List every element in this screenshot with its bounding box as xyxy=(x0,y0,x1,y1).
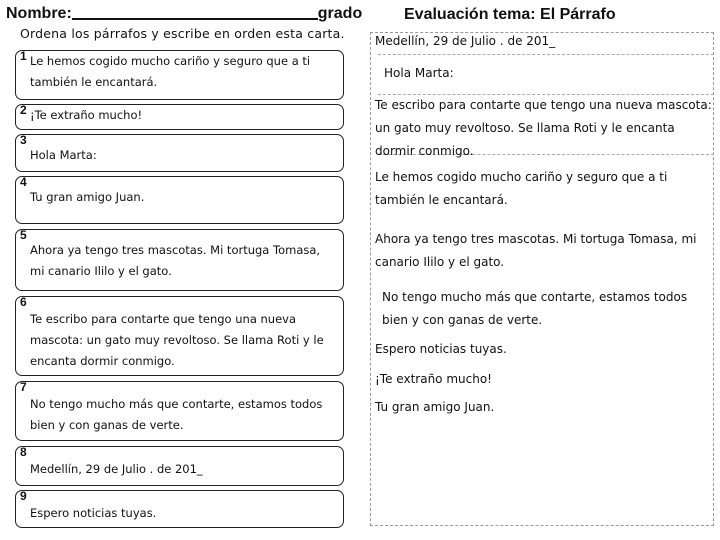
box-number: 1 xyxy=(20,49,27,63)
box-text: ¡Te extraño mucho! xyxy=(30,108,143,122)
letter-closing-1: Espero noticias tuyas. xyxy=(375,342,507,356)
box-number: 4 xyxy=(20,175,27,189)
box-text: Le hemos cogido mucho cariño y seguro que a ti también le encantará. xyxy=(30,54,311,89)
letter-paragraph-1: Te escribo para contarte que tengo una nueva mascota: un gato muy revoltoso. Se llama Roti y le encanta dormir conmigo. xyxy=(375,98,712,158)
box-number: 7 xyxy=(20,380,27,394)
box-number: 2 xyxy=(20,103,27,117)
paragraph-box-3 xyxy=(15,134,344,172)
box-number: 9 xyxy=(20,489,27,503)
box-number: 5 xyxy=(20,228,27,242)
box-text: No tengo mucho más que contarte, estamos todos bien y con ganas de verte. xyxy=(30,397,323,432)
box-text: Tu gran amigo Juan. xyxy=(30,190,145,204)
letter-signature: Tu gran amigo Juan. xyxy=(375,400,495,414)
paragraph-box-7 xyxy=(15,381,344,441)
paragraph-box-4 xyxy=(15,176,344,224)
letter-date: Medellín, 29 de Julio . de 201_ xyxy=(375,34,556,48)
name-label: Nombre: xyxy=(6,5,72,22)
page-title: Evaluación tema: El Párrafo xyxy=(404,6,616,23)
letter-closing-2: ¡Te extraño mucho! xyxy=(375,372,492,386)
box-number: 3 xyxy=(20,133,27,147)
box-number: 6 xyxy=(20,295,27,309)
paragraph-box-8 xyxy=(15,446,344,486)
letter-greeting: Hola Marta: xyxy=(384,66,454,80)
paragraph-box-6 xyxy=(15,296,344,376)
letter-paragraph-4: No tengo mucho más que contarte, estamos todos bien y con ganas de verte. xyxy=(382,290,688,327)
grade-label: grado xyxy=(317,5,363,22)
instruction-text: Ordena los párrafos y escribe en orden esta carta. xyxy=(20,26,345,41)
name-field xyxy=(6,2,362,23)
paragraph-box-9 xyxy=(15,490,344,528)
box-text: Te escribo para contarte que tengo una nueva mascota: un gato muy revoltoso. Se llama Roti y le encanta dormir conmigo. xyxy=(30,312,324,368)
letter-paragraph-3: Ahora ya tengo tres mascotas. Mi tortuga Tomasa, mi canario Ililo y el gato. xyxy=(375,232,697,269)
name-blank-line[interactable] xyxy=(72,2,318,20)
box-text: Ahora ya tengo tres mascotas. Mi tortuga Tomasa, mi canario Ililo y el gato. xyxy=(30,243,321,278)
paragraph-box-1 xyxy=(15,50,344,100)
dashed-rule xyxy=(378,54,714,55)
paragraph-box-2 xyxy=(15,104,344,130)
letter-paragraph-2: Le hemos cogido mucho cariño y seguro que a ti también le encantará. xyxy=(375,170,668,207)
box-text: Espero noticias tuyas. xyxy=(30,506,157,520)
box-text: Hola Marta: xyxy=(30,148,97,162)
box-text: Medellín, 29 de Julio . de 201_ xyxy=(30,462,203,476)
paragraph-box-5 xyxy=(15,229,344,291)
box-number: 8 xyxy=(20,445,27,459)
